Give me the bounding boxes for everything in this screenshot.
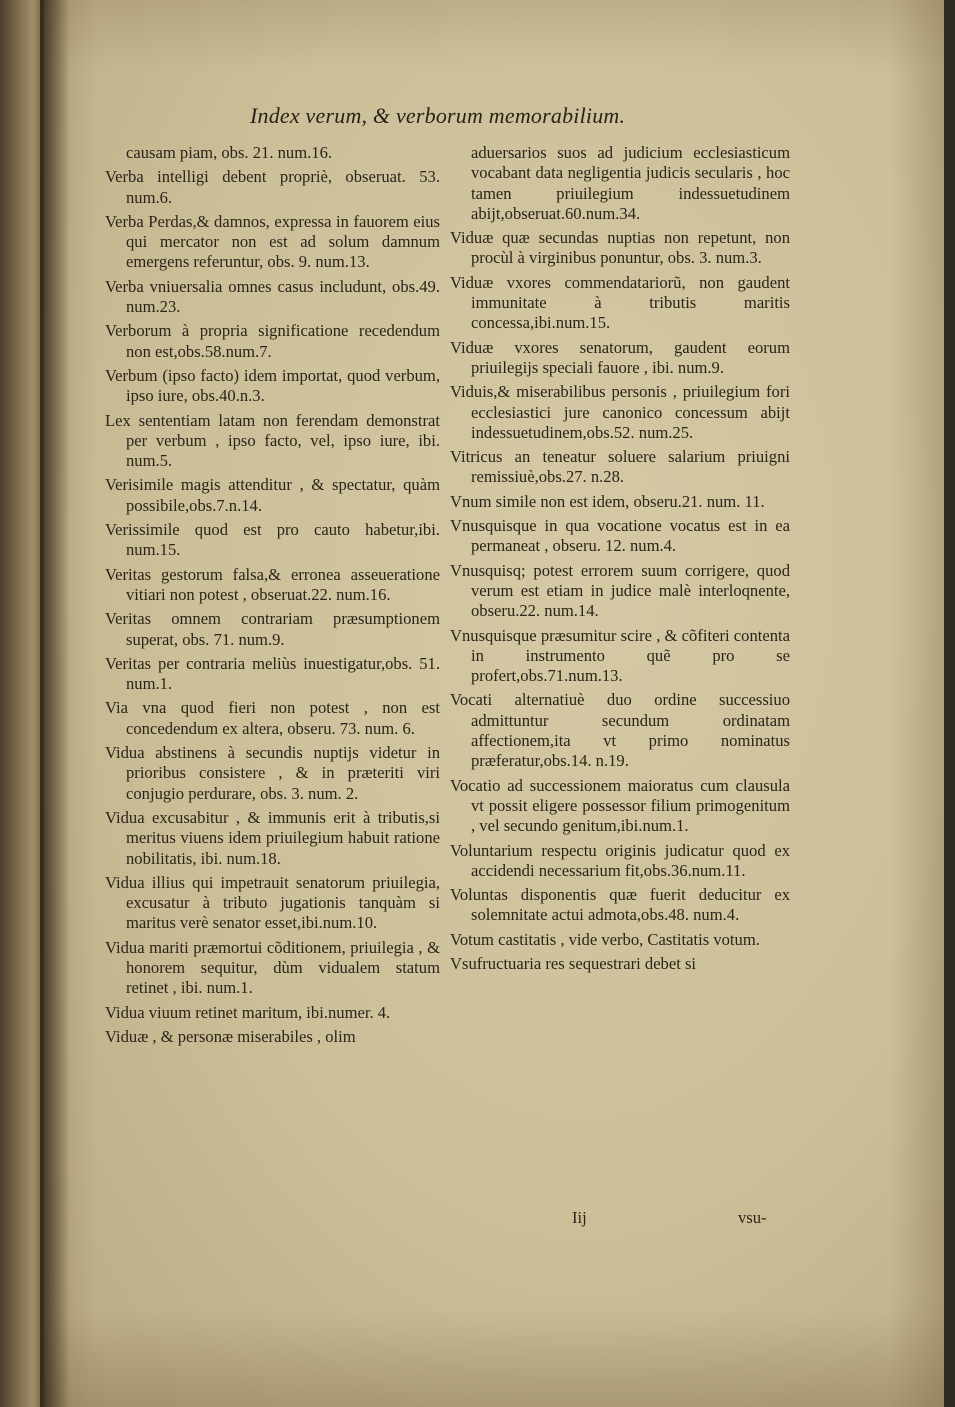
index-entry: Vnusquisq; potest errorem suum corrigere, quod verum est etiam in judice malè interloqnente, obseru.22. num.14. bbox=[450, 560, 790, 621]
index-entry: Verba Perdas,& damnos, expressa in fauorem eius qui mercator non est ad solum damnum emergens referuntur, obs. 9. num.13. bbox=[105, 211, 440, 272]
index-entry: Vnum simile non est idem, obseru.21. num. 11. bbox=[450, 491, 765, 511]
index-entry: Votum castitatis , vide verbo, Castitatis votum. bbox=[450, 929, 760, 949]
index-entry: Vidua excusabitur , & immunis erit à tributis,si meritus viuens idem priuilegium habuit ratione nobilitatis, ibi. num.18. bbox=[105, 807, 440, 868]
facing-page-edge bbox=[0, 0, 44, 1407]
index-entry: Vnusquisque in qua vocatione vocatus est in ea permaneat , obseru. 12. num.4. bbox=[450, 516, 790, 556]
index-entry: Viduæ quæ secundas nuptias non repetunt, non procùl à virginibus ponuntur, obs. 3. num.3. bbox=[450, 228, 790, 268]
index-entry: Veritas gestorum falsa,& erronea asseueratione vitiari non potest , obseruat.22. num.16. bbox=[105, 564, 440, 604]
index-entry: Viduis,& miserabilibus personis , priuilegium fori ecclesiastici jure canonico concessum abijt indessuetudinem,obs.52. num.25. bbox=[450, 382, 790, 442]
index-entry: Vocatio ad successionem maioratus cum clausula vt possit eligere possessor filium primogenitum , vel secundo genitum,ibi.num.1. bbox=[450, 775, 790, 836]
index-entry: Voluntarium respectu originis judicatur quod ex accidendi necessarium fit,obs.36.num.11. bbox=[450, 840, 790, 880]
index-entry: Vidua viuum retinet maritum, ibi.numer. 4. bbox=[105, 1002, 391, 1022]
scan-background-edge bbox=[944, 0, 955, 1407]
signature-mark: Iij bbox=[572, 1208, 587, 1227]
index-entry: Vidua abstinens à secundis nuptijs videtur in prioribus consistere , & in præteriti viri conjugio perdurare, obs. 3. num. 2. bbox=[105, 743, 440, 803]
index-entry: Viduæ , & personæ miserabiles , olim bbox=[105, 1026, 356, 1046]
index-entry: Verissimile quod est pro cauto habetur,ibi. num.15. bbox=[105, 520, 440, 560]
index-entry: Verborum à propria significatione recedendum non est,obs.58.num.7. bbox=[105, 321, 440, 361]
page-gutter-shadow bbox=[40, 0, 70, 1407]
index-entry: Veritas omnem contrariam præsumptionem superat, obs. 71. num.9. bbox=[105, 609, 440, 649]
running-header: Index verum, & verborum memorabilium. bbox=[250, 103, 626, 128]
index-entry: Verbum (ipso facto) idem importat, quod verbum, ipso iure, obs.40.n.3. bbox=[105, 365, 440, 406]
index-entry: Verba vniuersalia omnes casus includunt, obs.49. num.23. bbox=[105, 276, 440, 317]
index-entry: Verisimile magis attenditur , & spectatur, quàm possibile,obs.7.n.14. bbox=[105, 475, 440, 515]
index-entry: Vnusquisque præsumitur scire , & cõfiteri contenta in instrumento quẽ pro se profert,obs.71.num.13. bbox=[450, 625, 790, 686]
index-entry: Lex sententiam latam non ferendam demonstrat per verbum , ipso facto, vel, ipso iure, ibi. num.5. bbox=[105, 410, 440, 471]
index-entry: Viduæ vxores senatorum, gaudent eorum priuilegijs speciali fauore , ibi. num.9. bbox=[450, 337, 790, 377]
index-entry: Vidua mariti præmortui cõditionem, priuilegia , & honorem sequitur, dùm vidualem statum retinet , ibi. num.1. bbox=[105, 937, 440, 998]
index-entry: Verba intelligi debent propriè, obseruat. 53. num.6. bbox=[105, 167, 440, 207]
index-entry: Vsufructuaria res sequestrari debet si bbox=[450, 953, 697, 973]
index-entry: causam piam, obs. 21. num.16. bbox=[126, 143, 333, 162]
right-index-column bbox=[450, 143, 790, 978]
index-entry: Vocati alternatiuè duo ordine successiuo admittuntur secundum ordinatam affectionem,ita vt primo nominatus præferatur,obs.14. n.19. bbox=[450, 690, 790, 771]
index-entry: Voluntas disponentis quæ fuerit deducitur ex solemnitate actui admota,obs.48. num.4. bbox=[450, 885, 790, 925]
index-entry: Vidua illius qui impetrauit senatorum priuilegia, excusatur à tributo jugationis tanquàm si maritus verè senator esset,ibi.num.10. bbox=[105, 872, 440, 933]
index-entry: Vitricus an teneatur soluere salarium priuigni remissiuè,obs.27. n.28. bbox=[450, 447, 790, 487]
index-entry: Via vna quod fieri non potest , non est concedendum ex altera, obseru. 73. num. 6. bbox=[105, 698, 440, 738]
index-entry: Viduæ vxores commendatariorũ, non gaudent immunitate à tributis maritis concessa,ibi.num.15. bbox=[450, 272, 790, 333]
index-entry: Veritas per contraria meliùs inuestigatur,obs. 51. num.1. bbox=[105, 653, 440, 694]
catchword: vsu- bbox=[738, 1208, 767, 1227]
index-entry: aduersarios suos ad judicium ecclesiasticum vocabant data negligentia judicis secularis , hoc tamen priuilegium indessuetudinem abijt,obseruat.60.num.34. bbox=[471, 143, 790, 223]
left-index-column bbox=[105, 143, 440, 1051]
